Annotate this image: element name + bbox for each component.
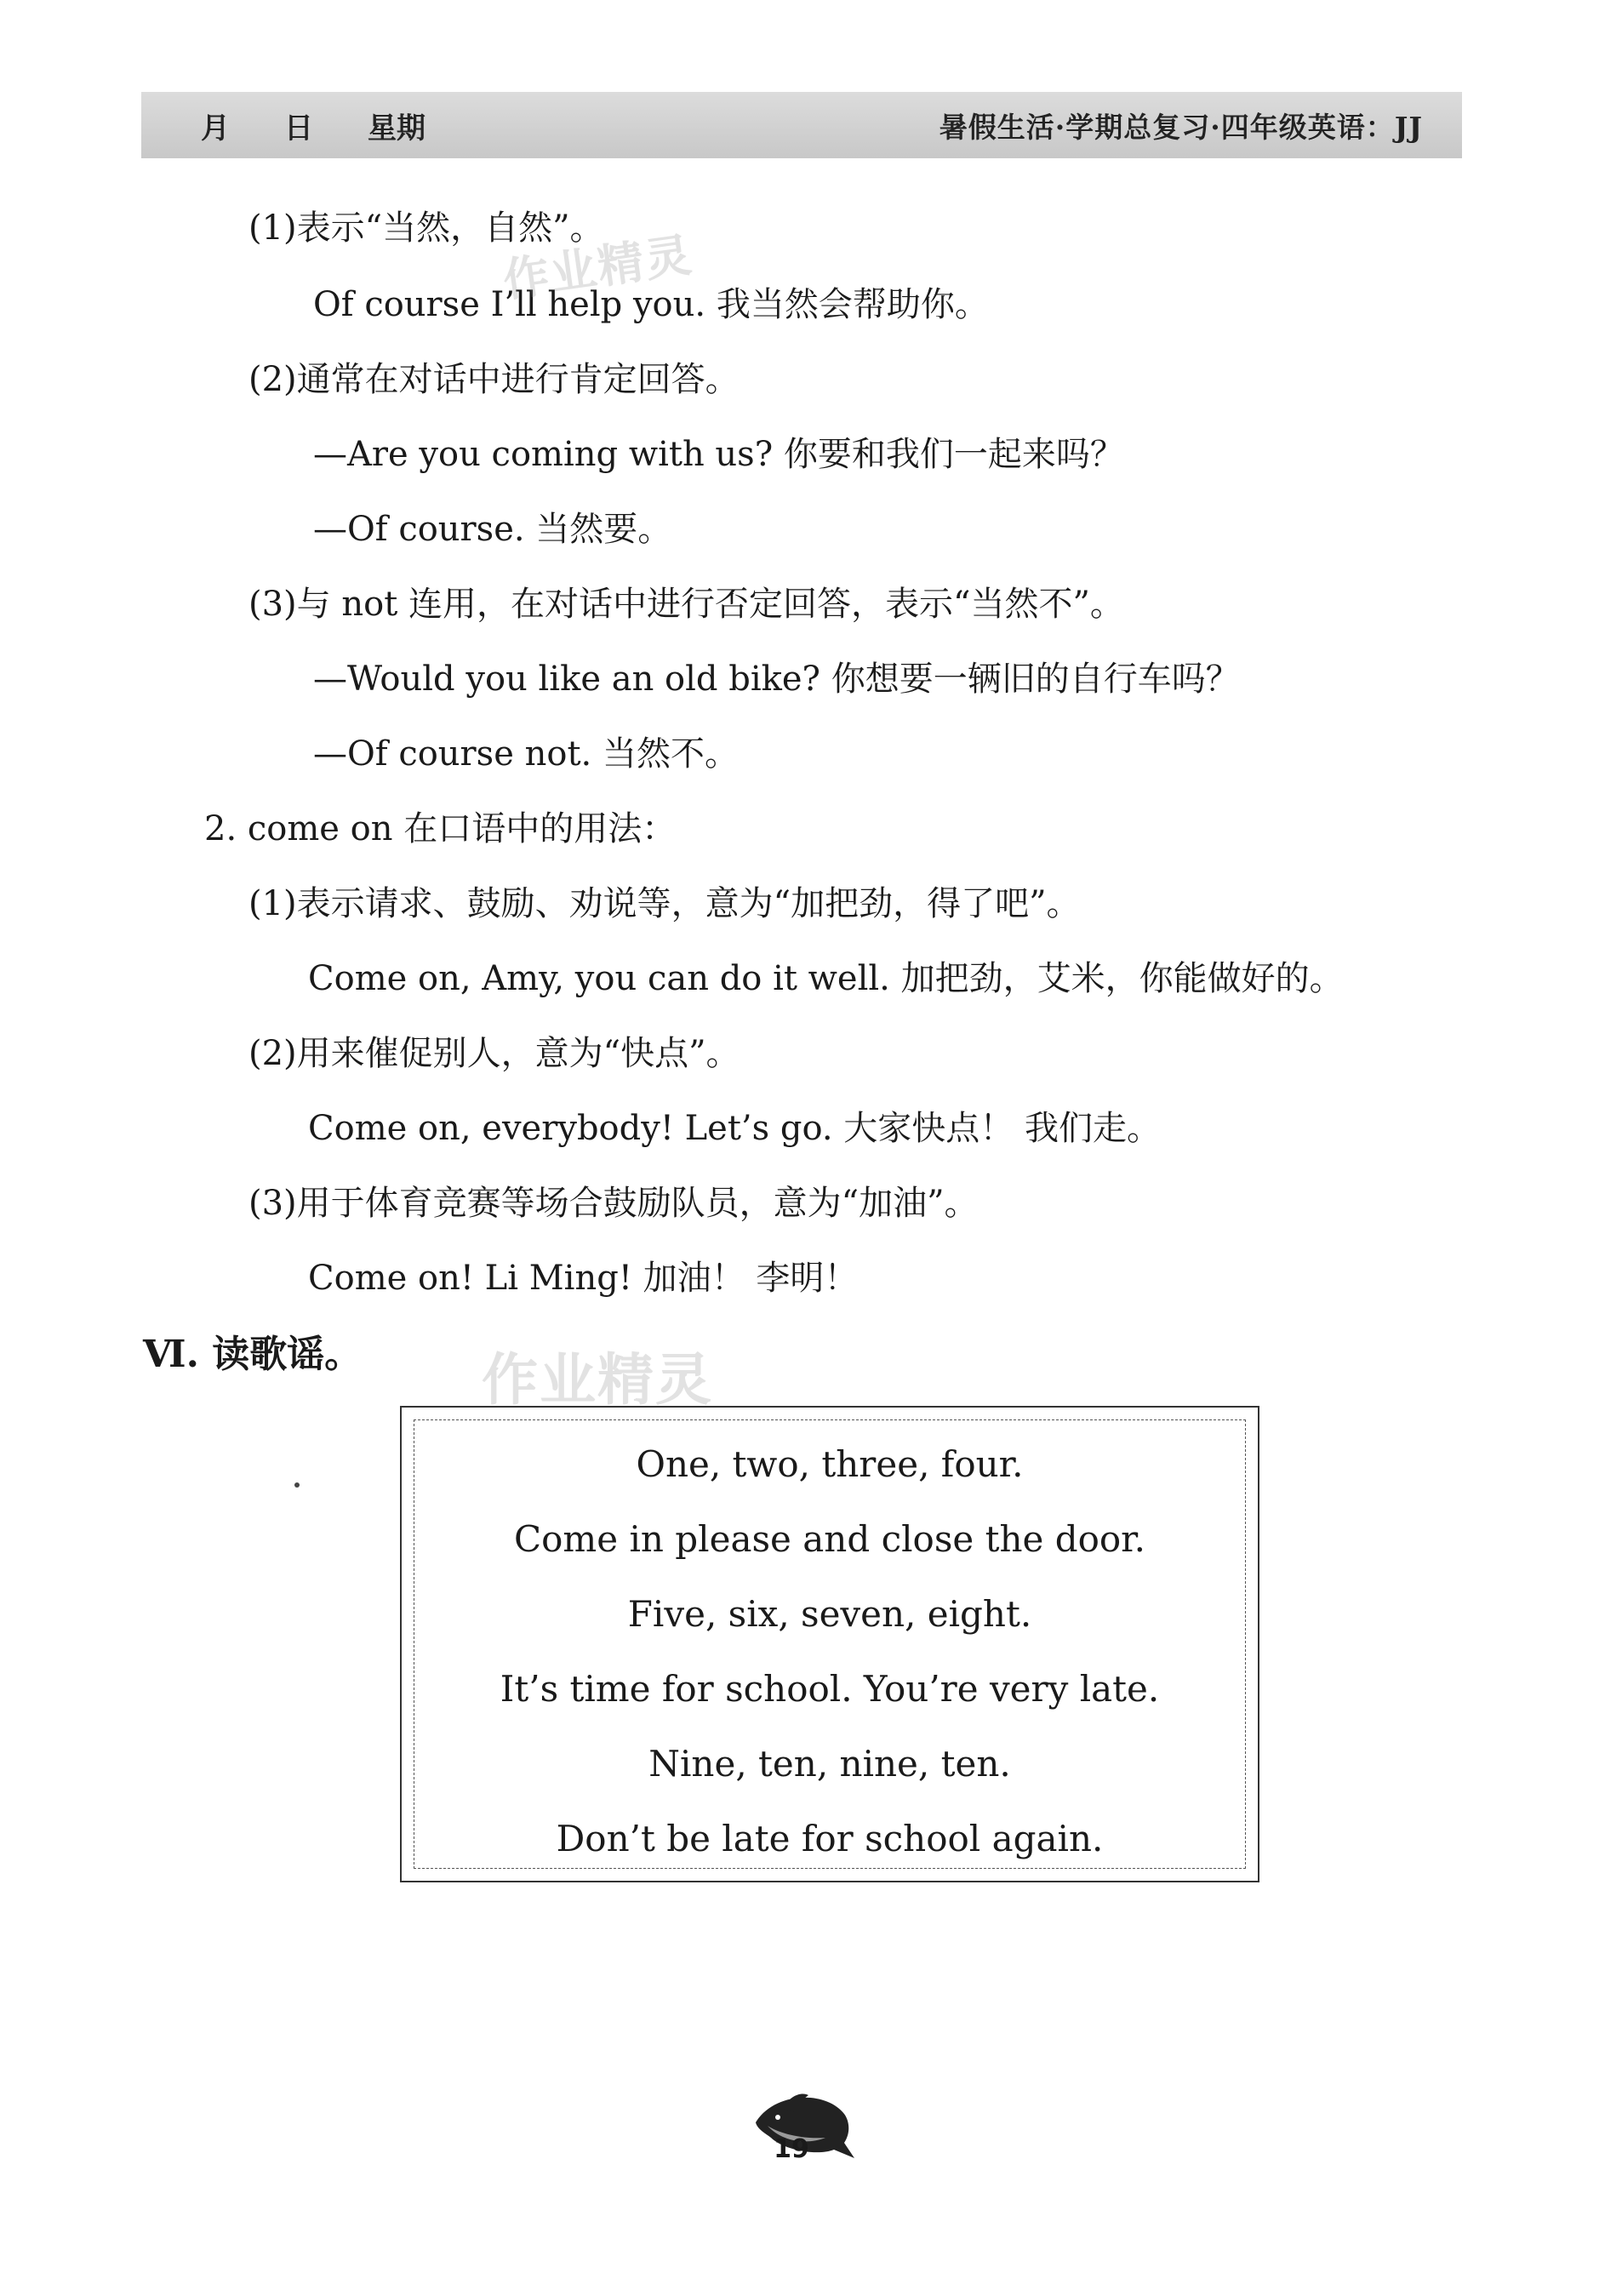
- poem-line: Nine, ten, nine, ten.: [648, 1743, 1011, 1785]
- text-line: (1)表示“当然，自然”。: [248, 208, 604, 248]
- watermark: 作业精灵: [482, 1347, 713, 1413]
- date-fields: [201, 105, 425, 146]
- text-line: —Would you like an old bike? 你想要一辆旧的自行车吗？: [313, 660, 1240, 699]
- text-line: Come on, Amy, you can do it well. 加把劲，艾米，你能做好的。: [308, 959, 1344, 998]
- text-line: (3)与 not 连用，在对话中进行否定回答，表示“当然不”。: [248, 585, 1124, 624]
- watermark: 作业精灵: [500, 227, 696, 308]
- text-line: (1)表示请求、鼓励、劝说等，意为“加把劲，得了吧”。: [248, 884, 1081, 923]
- poem-line: It’s time for school. You’re very late.: [500, 1668, 1160, 1710]
- stray-dot: [294, 1482, 300, 1488]
- page-number: 19: [774, 2134, 809, 2164]
- text-line: —Are you coming with us? 你要和我们一起来吗？: [313, 435, 1124, 474]
- text-line: (3)用于体育竞赛等场合鼓励队员，意为“加油”。: [248, 1184, 979, 1223]
- poem-line: Five, six, seven, eight.: [627, 1593, 1032, 1635]
- text-line: 2. come on 在口语中的用法：: [204, 809, 677, 848]
- book-title: 暑假生活·学期总复习·四年级英语：JJ: [939, 110, 1423, 144]
- page-header: [141, 92, 1462, 158]
- month-label: 月: [201, 111, 230, 146]
- text-line: —Of course. 当然要。: [313, 510, 672, 549]
- weekday-label: 星期: [368, 111, 425, 146]
- text-line: (2)通常在对话中进行肯定回答。: [248, 360, 740, 399]
- section-title: Ⅵ. 读歌谣。: [143, 1333, 363, 1376]
- text-line: Come on! Li Ming! 加油！ 李明！: [308, 1259, 859, 1298]
- text-line: —Of course not. 当然不。: [313, 734, 739, 774]
- day-label: 日: [284, 111, 313, 146]
- poem-line: Come in please and close the door.: [514, 1518, 1145, 1560]
- text-line: Of course I’ll help you. 我当然会帮助你。: [313, 285, 989, 324]
- poem-line: Don’t be late for school again.: [556, 1818, 1104, 1859]
- text-line: (2)用来催促别人，意为“快点”。: [248, 1034, 740, 1073]
- poem-line: One, two, three, four.: [636, 1443, 1024, 1485]
- poem-box: [400, 1406, 1259, 1882]
- text-line: Come on, everybody! Let’s go. 大家快点！ 我们走。: [308, 1109, 1162, 1148]
- poem-border-inner: [414, 1419, 1246, 1869]
